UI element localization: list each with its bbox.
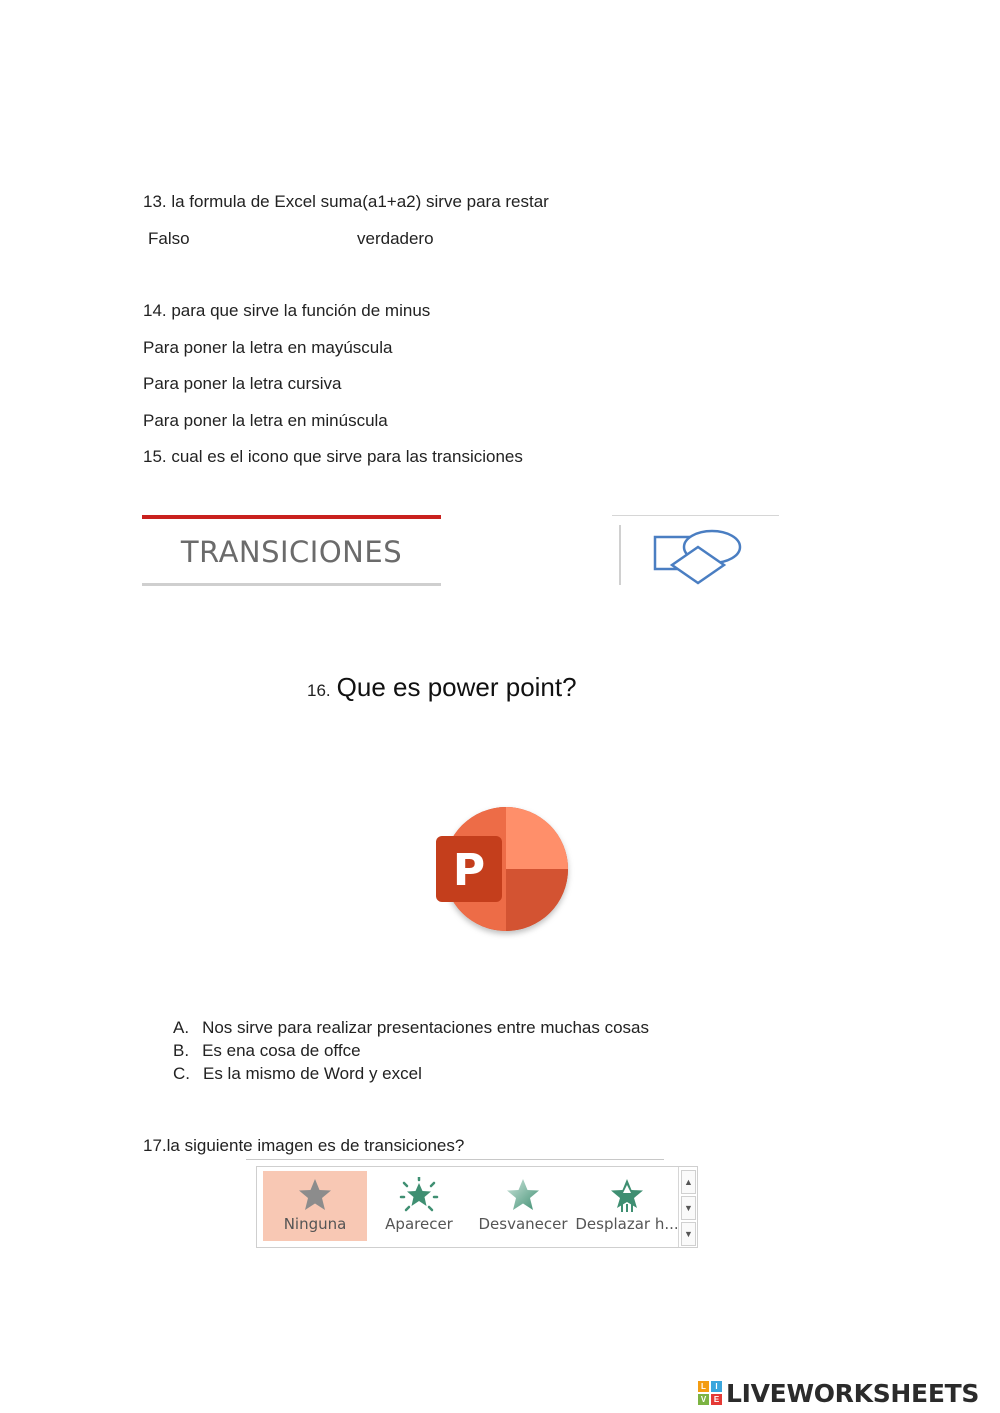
question-13: 13. la formula de Excel suma(a1+a2) sirve para restar	[143, 192, 549, 211]
q13-option-false[interactable]: Falso	[148, 229, 190, 248]
transition-ninguna[interactable]	[263, 1171, 367, 1241]
gallery-scrollbar[interactable]	[678, 1167, 697, 1247]
option-letter: C.	[173, 1064, 190, 1083]
tab-active-bar	[142, 515, 441, 519]
logo-text: LIVEWORKSHEETS	[726, 1378, 980, 1408]
logo-mark-letter: E	[711, 1394, 722, 1405]
q14-option-1[interactable]: Para poner la letra en mayúscula	[143, 338, 393, 357]
transitions-gallery	[256, 1166, 698, 1248]
q16-option-b[interactable]	[173, 1041, 361, 1061]
powerpoint-logo	[430, 805, 575, 940]
expand-gallery-icon[interactable]: ▼	[681, 1222, 696, 1246]
transition-desplazar[interactable]	[575, 1171, 679, 1241]
shapes-icon-image[interactable]	[612, 515, 779, 587]
divider	[619, 525, 621, 585]
transiciones-tab-label: TRANSICIONES	[180, 535, 403, 569]
question-17: 17.la siguiente imagen es de transiciones?	[143, 1136, 465, 1155]
transition-label: Desvanecer	[478, 1215, 568, 1233]
logo-mark-icon	[698, 1381, 722, 1405]
logo-mark-letter: V	[698, 1394, 709, 1405]
powerpoint-icon	[430, 805, 575, 940]
q16-option-a[interactable]	[173, 1018, 649, 1038]
q16-option-c[interactable]	[173, 1064, 422, 1084]
question-15: 15. cual es el icono que sirve para las transiciones	[143, 447, 523, 466]
question-16-number: 16.	[307, 681, 331, 700]
transition-aparecer[interactable]	[367, 1171, 471, 1241]
q13-option-true[interactable]: verdadero	[357, 229, 434, 248]
tab-underline	[142, 583, 441, 586]
option-text: Nos sirve para realizar presentaciones entre muchas cosas	[202, 1018, 649, 1037]
transition-label: Desplazar h...	[575, 1215, 679, 1233]
option-letter: B.	[173, 1041, 190, 1060]
divider	[612, 515, 779, 516]
divider	[246, 1159, 664, 1160]
transition-label: Ninguna	[283, 1215, 347, 1233]
star-burst-icon	[399, 1177, 439, 1213]
star-icon	[295, 1177, 335, 1213]
fade-star-icon	[503, 1177, 543, 1213]
question-16	[307, 672, 577, 703]
option-text: Es la mismo de Word y excel	[203, 1064, 422, 1083]
shapes-icon	[650, 525, 745, 585]
q14-option-3[interactable]: Para poner la letra en minúscula	[143, 411, 388, 430]
scroll-down-icon[interactable]: ▼	[681, 1196, 696, 1220]
question-14: 14. para que sirve la función de minus	[143, 301, 431, 320]
transiciones-tab-image[interactable]	[142, 515, 441, 586]
option-letter: A.	[173, 1018, 190, 1037]
logo-mark-letter: I	[711, 1381, 722, 1392]
q14-option-2[interactable]: Para poner la letra cursiva	[143, 374, 342, 393]
liveworksheets-logo	[698, 1378, 979, 1408]
powerpoint-logo-letter: P	[452, 845, 486, 896]
logo-mark-letter: L	[698, 1381, 709, 1392]
transition-desvanecer[interactable]	[471, 1171, 575, 1241]
transition-label: Aparecer	[385, 1215, 453, 1233]
option-text: Es ena cosa de offce	[202, 1041, 361, 1060]
scroll-up-icon[interactable]: ▲	[681, 1170, 696, 1194]
question-16-title: Que es power point?	[336, 672, 577, 702]
push-star-icon	[607, 1177, 647, 1213]
